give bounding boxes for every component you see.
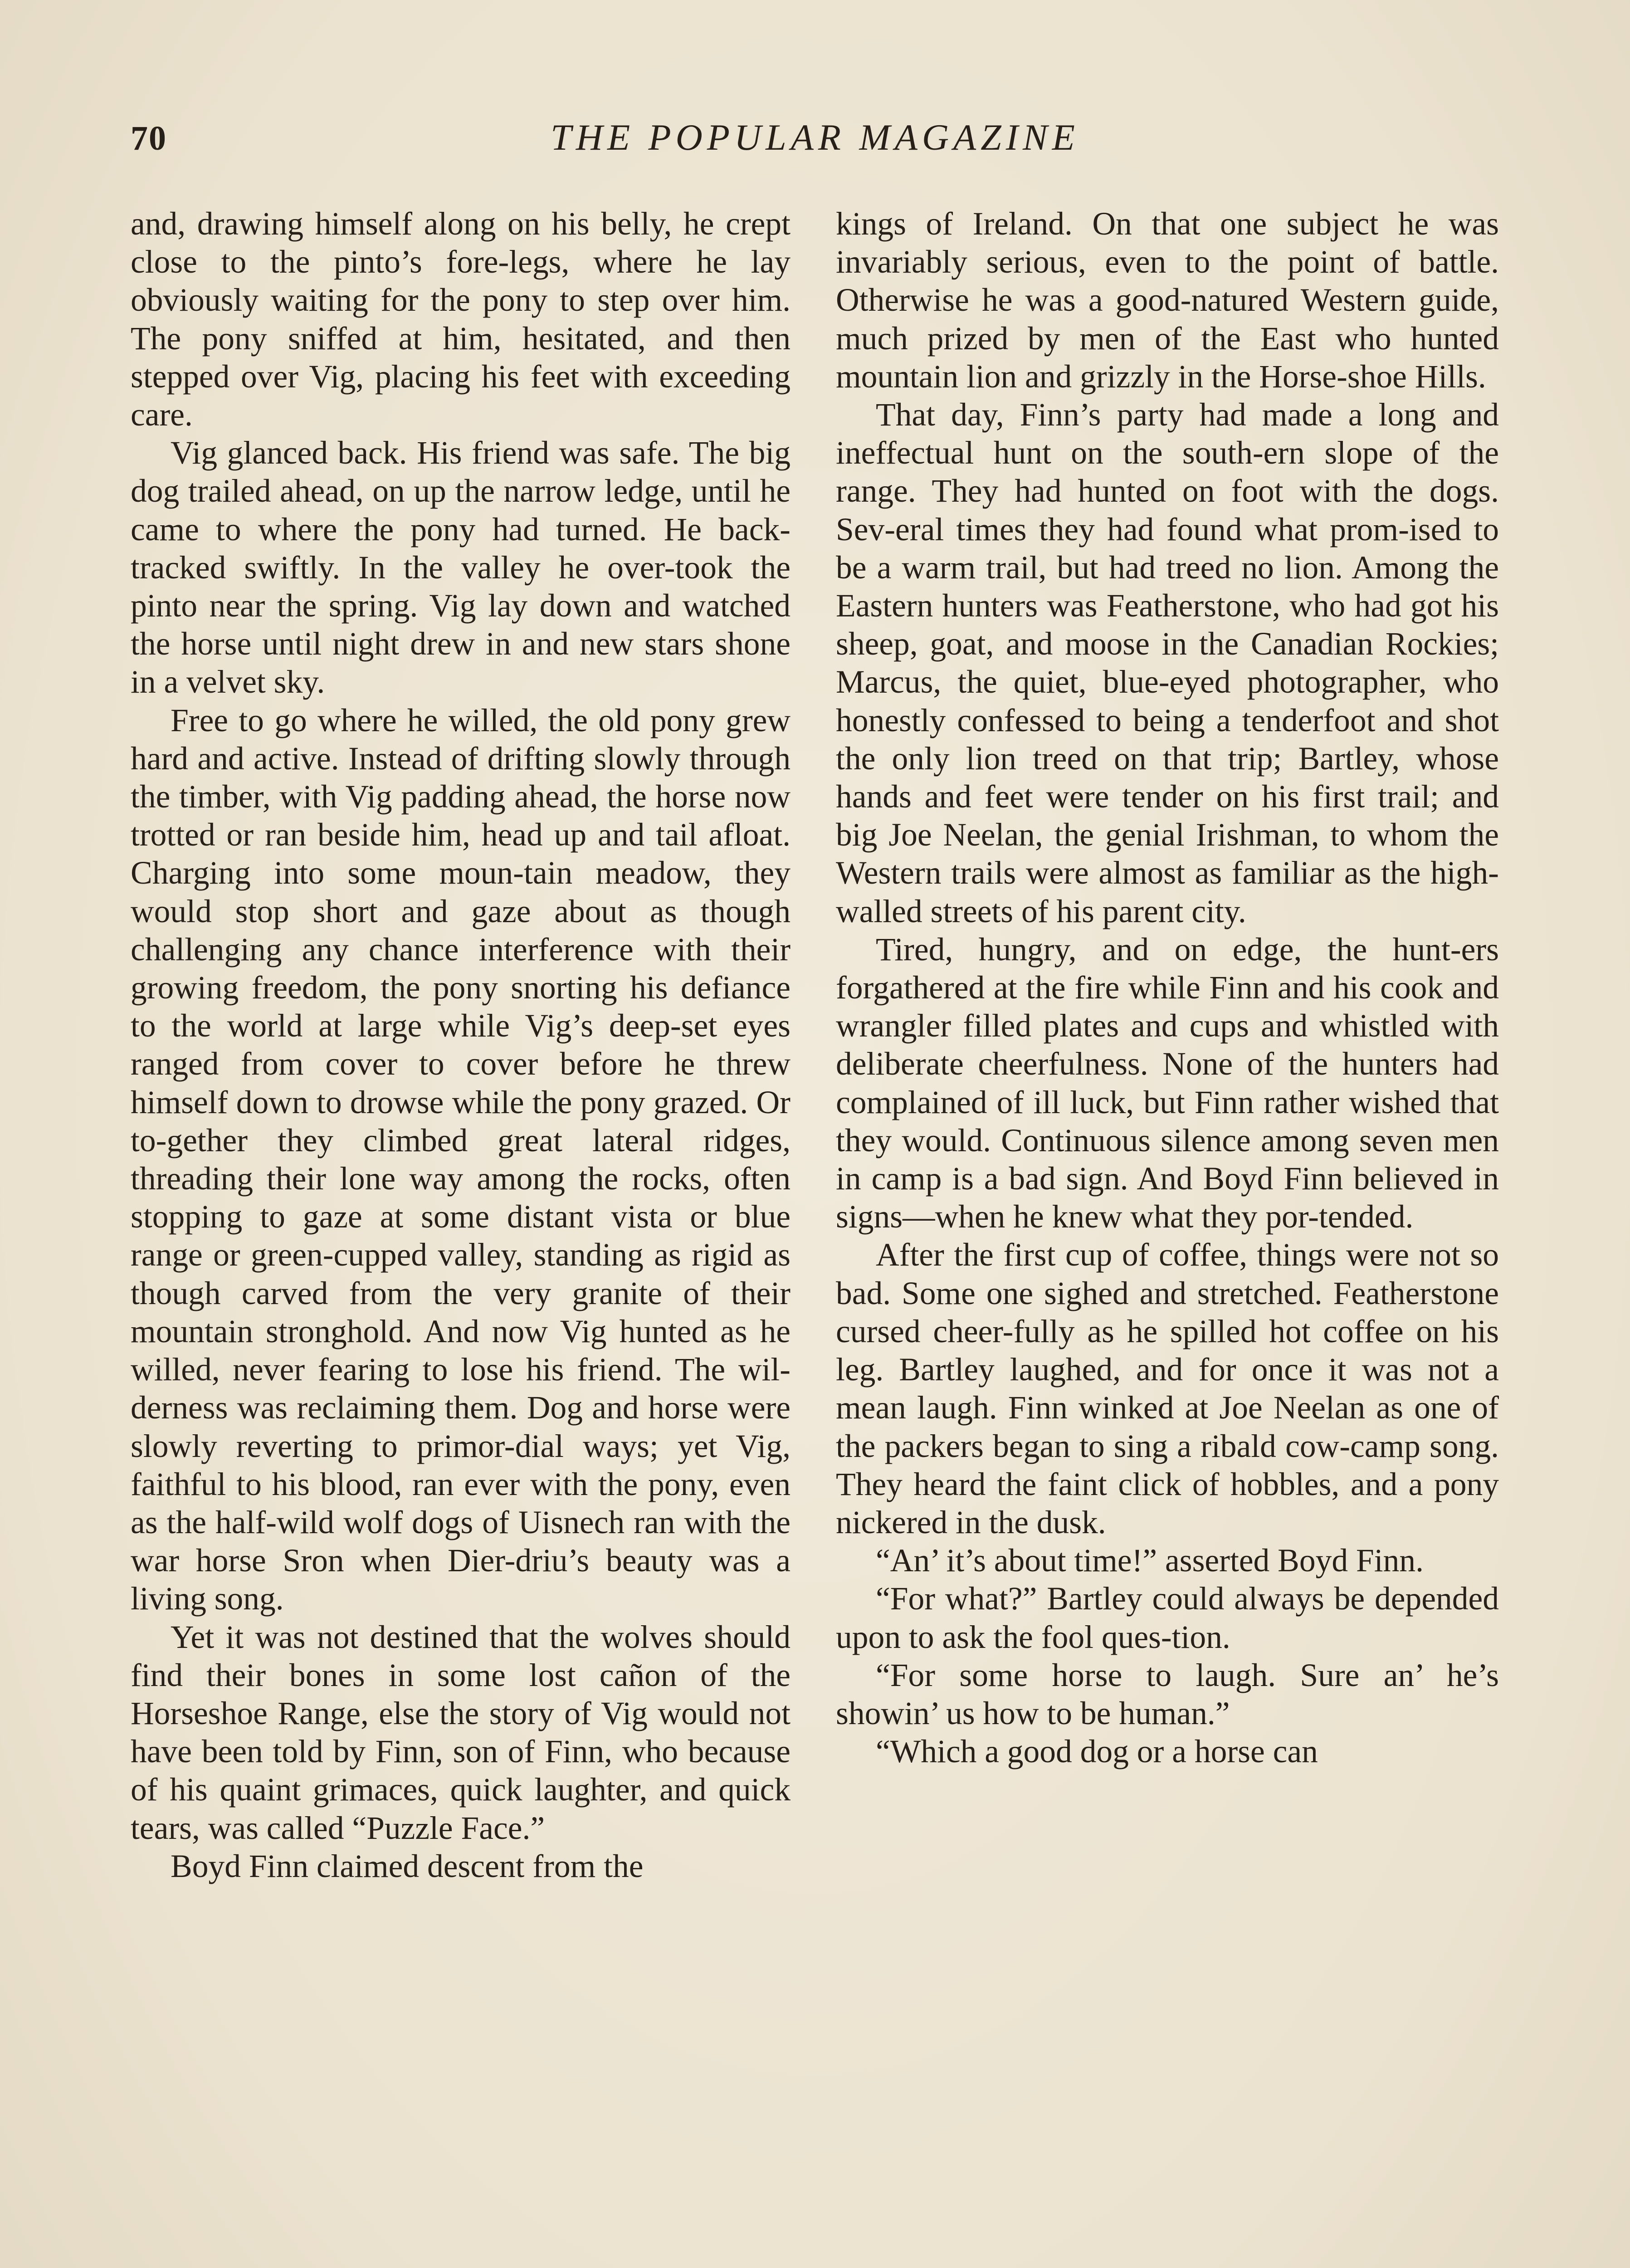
page-header <box>0 119 1630 169</box>
paragraph: Yet it was not destined that the wolves should find their bones in some lost cañon of the Horseshoe Range, else the story of Vig would not have been told by Finn, son of Finn, who because of his quaint grimaces, quick laughter, and quick tears, was called “Puzzle Face.” <box>131 1619 791 1846</box>
right-column <box>836 205 1499 1771</box>
paragraph: and, drawing himself along on his belly, he crept close to the pinto’s fore-legs, where he lay obviously waiting for the pony to step over him. The pony sniffed at him, hesitated, and then stepped over Vig, placing his feet with exceeding care. <box>131 206 791 433</box>
paragraph: After the first cup of coffee, things were not so bad. Some one sighed and stretched. Featherstone cursed cheer-fully as he spilled hot coffee on his leg. Bartley laughed, and for once it was not a mean laugh. Finn winked at Joe Neelan as one of the packers began to sing a ribald cow-camp song. They heard the faint click of hobbles, and a pony nickered in the dusk. <box>836 1237 1499 1540</box>
running-title: THE POPULAR MAGAZINE <box>551 117 1079 158</box>
paragraph: Vig glanced back. His friend was safe. The big dog trailed ahead, on up the narrow ledge, until he came to where the pony had turned. He back-tracked swiftly. In the valley he over-took the pinto near the spring. Vig lay down and watched the horse until night drew in and new stars shone in a velvet sky. <box>131 435 791 700</box>
left-column <box>131 205 791 1886</box>
paragraph: “An’ it’s about time!” asserted Boyd Finn. <box>876 1543 1424 1579</box>
paragraph: “Which a good dog or a horse can <box>876 1734 1318 1770</box>
paragraph: kings of Ireland. On that one subject he was invariably serious, even to the point of battle. Otherwise he was a good-natured Western guide, much prized by men of the East who hunted mountain lion and grizzly in the Horse-shoe Hills. <box>836 206 1499 395</box>
paragraph: Tired, hungry, and on edge, the hunt-ers forgathered at the fire while Finn and his cook and wrangler filled plates and cups and whistled with deliberate cheerfulness. None of the hunters had complained of ill luck, but Finn rather wished that they would. Continuous silence among seven men in camp is a bad sign. And Boyd Finn believed in signs—when he knew what they por-tended. <box>836 931 1499 1235</box>
paragraph: That day, Finn’s party had made a long and ineffectual hunt on the south-ern slope of the range. They had hunted on foot with the dogs. Sev-eral times they had found what prom-ised to be a warm trail, but had treed no lion. Among the Eastern hunters was Featherstone, who had got his sheep, goat, and moose in the Canadian Rockies; Marcus, the quiet, blue-eyed photographer, who honestly confessed to being a tenderfoot and shot the only lion treed on that trip; Bartley, whose hands and feet were tender on his first trail; and big Joe Neelan, the genial Irishman, to whom the Western trails were almost as familiar as the high-walled streets of his parent city. <box>836 397 1499 929</box>
paragraph: Free to go where he willed, the old pony grew hard and active. Instead of drifting slowly through the timber, with Vig padding ahead, the horse now trotted or ran beside him, head up and tail afloat. Charging into some moun-tain meadow, they would stop short and gaze about as though challenging any chance interference with their growing freedom, the pony snorting his defiance to the world at large while Vig’s deep-set eyes ranged from cover to cover before he threw himself down to drowse while the pony grazed. Or to-gether they climbed great lateral ridges, threading their lone way among the rocks, often stopping to gaze at some distant vista or blue range or green-cupped valley, standing as rigid as though carved from the very granite of their mountain stronghold. And now Vig hunted as he willed, never fearing to lose his friend. The wil-derness was reclaiming them. Dog and horse were slowly reverting to primor-dial ways; yet Vig, faithful to his blood, ran ever with the pony, even as the half-wild wolf dogs of Uisnech ran with the war horse Sron when Dier-driu’s beauty was a living song. <box>131 702 791 1617</box>
paragraph: “For some horse to laugh. Sure an’ he’s showin’ us how to be human.” <box>836 1657 1499 1731</box>
paragraph: “For what?” Bartley could always be depended upon to ask the fool ques-tion. <box>836 1581 1499 1655</box>
paragraph: Boyd Finn claimed descent from the <box>171 1848 644 1884</box>
page-number: 70 <box>131 119 167 157</box>
